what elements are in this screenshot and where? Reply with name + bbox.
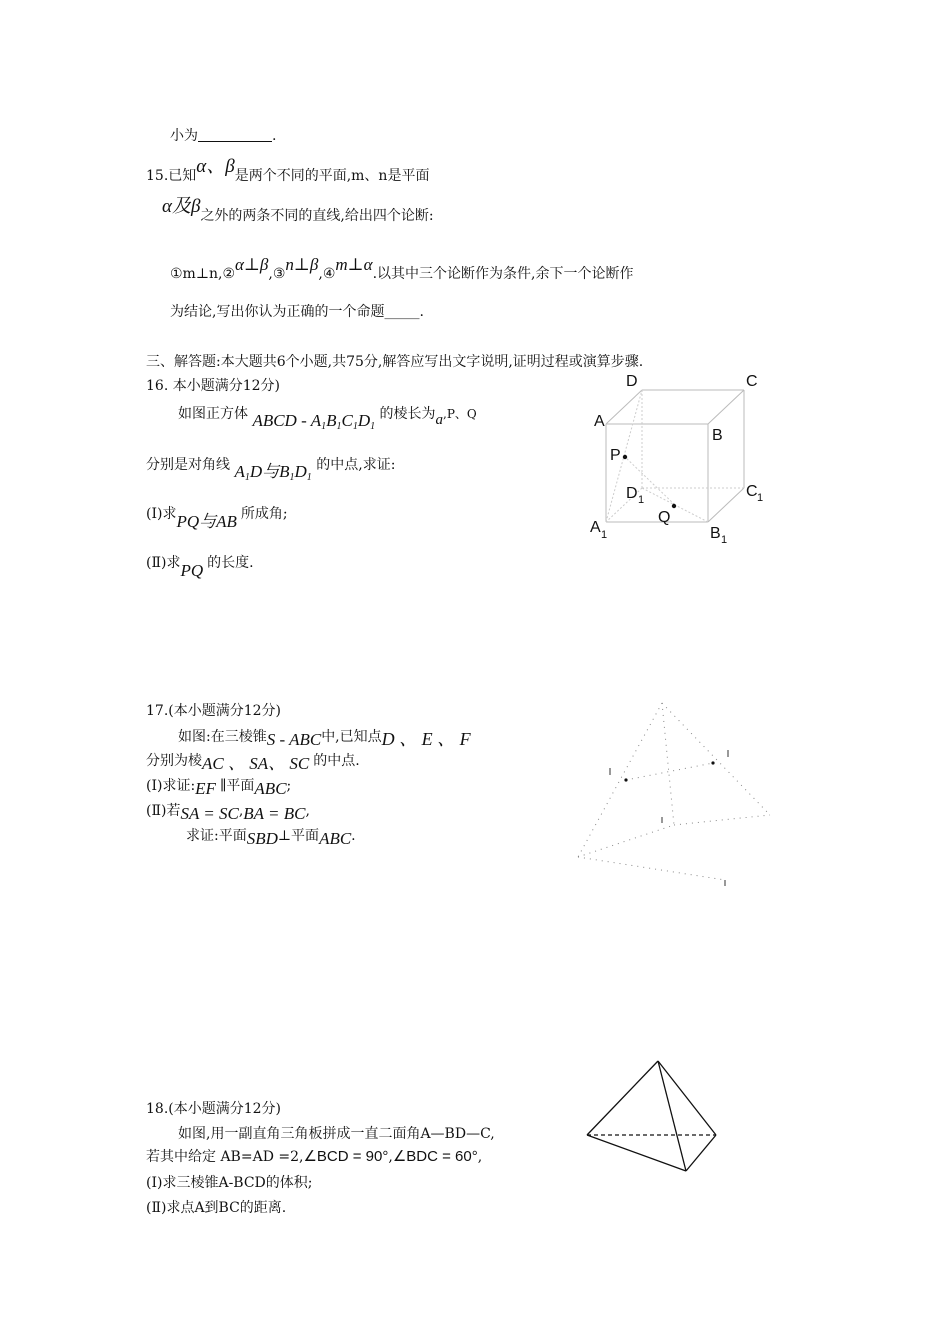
q16-part1: (Ⅰ)求PQ与AB 所成角;	[146, 506, 288, 531]
tetra-edge-ad	[658, 1061, 686, 1171]
pyramid-segment-ef	[626, 763, 713, 780]
label-d1: D	[626, 485, 638, 502]
pyramid-edge-sb	[662, 703, 674, 825]
angle-bdc: ∠BDC = 60°	[392, 1148, 478, 1165]
label-c1: C	[746, 483, 758, 500]
label-c1-sub: 1	[757, 492, 764, 504]
q17-part1: (Ⅰ)求证:EF ∥平面ABC;	[146, 778, 292, 798]
label-q: Q	[658, 509, 671, 526]
q17-line1: 如图:在三棱锥S - ABC中,已知点D 、 E 、 F	[178, 729, 471, 749]
point-q	[672, 504, 676, 508]
q17-header: 17.(本小题满分12分)	[146, 703, 282, 719]
pyramid-name: S - ABC	[266, 730, 322, 749]
q18-line1: 如图,用一副直角三角板拼成一直二面角A—BD—C,	[178, 1126, 495, 1142]
tetra-edge-ac	[658, 1061, 716, 1135]
label-b: B	[712, 427, 723, 444]
edge-length: a	[435, 412, 444, 428]
q15-line1: 15.已知α、β是两个不同的平面,m、n是平面	[146, 156, 430, 184]
q18-line2: 若其中给定 AB=AD =2,∠BCD = 90°,∠BDC = 60°,	[146, 1148, 483, 1165]
label-a: A	[594, 413, 605, 430]
condition-3: n⊥β	[285, 255, 319, 274]
q16-line1: 如图正方体 ABCD - $A_1B_1C_1D_1$ 的棱长为a,P、Q	[178, 406, 477, 432]
planes-alpha-beta: α、β	[196, 156, 235, 177]
tetra-edge-cd	[686, 1135, 716, 1171]
pyramid-edge-sc	[662, 703, 770, 815]
segment-ef: EF	[195, 779, 216, 798]
q16-line2: 分别是对角线 $A_1D$与$B_1D_1$ 的中点,求证:	[146, 457, 396, 483]
q16-part2: (Ⅱ)求PQ 的长度.	[146, 555, 254, 580]
angle-bcd: ∠BCD = 90°	[303, 1148, 389, 1165]
label-c: C	[746, 373, 758, 390]
condition-2: α⊥β	[235, 255, 269, 274]
edge-bc	[708, 390, 744, 424]
label-a1: A	[590, 519, 601, 536]
tetrahedron-figure	[580, 1055, 725, 1180]
alpha-and-beta: α及β	[162, 196, 201, 217]
edge-ad	[606, 390, 642, 424]
pyramid-edge-sa	[578, 703, 662, 857]
point-e	[624, 778, 627, 781]
tetra-edge-bd	[587, 1135, 686, 1171]
point-f	[711, 761, 714, 764]
label-d1-sub: 1	[638, 494, 645, 506]
plane-abc-2: ABC	[319, 829, 352, 848]
diagonals: $A_1D$与$B_1D_1$	[234, 462, 312, 483]
label-b1-sub: 1	[721, 534, 728, 546]
cube-figure	[580, 372, 780, 552]
condition-ba-bc: BA = BC	[243, 804, 306, 823]
q14-tail-text: 小为	[170, 128, 198, 144]
pyramid-edge-bc	[674, 815, 770, 825]
q18-header: 18.(本小题满分12分)	[146, 1101, 282, 1117]
q17-line2: 分别为棱AC 、 SA、 SC 的中点.	[146, 753, 360, 773]
condition-sa-sc: SA = SC	[180, 804, 239, 823]
pq-and-ab: PQ与AB	[176, 512, 237, 531]
label-a1-sub: 1	[601, 529, 608, 541]
plane-abc: ABC	[254, 779, 287, 798]
label-b1: B	[710, 525, 721, 542]
answer-blank	[198, 127, 272, 142]
edge-c1b1	[708, 488, 744, 522]
q18-part2: (Ⅱ)求点A到BC的距离.	[146, 1200, 287, 1216]
q18-part1: (Ⅰ)求三棱锥A-BCD的体积;	[146, 1175, 313, 1191]
plane-sbd: SBD	[246, 829, 278, 848]
pyramid-edge-ac	[578, 857, 725, 880]
cube-name: ABCD - $A_1B_1C_1D_1$	[252, 411, 376, 432]
q15-line4: 为结论,写出你认为正确的一个命题_____.	[170, 304, 424, 320]
section-heading: 三、解答题:本大题共6个小题,共75分,解答应写出文字说明,证明过程或演算步骤.	[146, 354, 644, 370]
tetra-edge-ab	[587, 1061, 658, 1135]
q15-line3: ①m⊥n,②α⊥β,③n⊥β,④m⊥α.以其中三个论断作为条件,余下一个论断作	[170, 255, 634, 282]
label-d: D	[626, 373, 638, 390]
pyramid-figure	[570, 695, 780, 895]
pyramid-edges: AC 、 SA、 SC	[202, 754, 310, 773]
point-p	[623, 455, 627, 459]
q17-part2: (Ⅱ)若SA = SC,BA = BC,	[146, 803, 310, 823]
condition-4: m⊥α	[335, 255, 373, 274]
q17-part3: 求证:平面SBD⊥平面ABC.	[186, 828, 356, 848]
q16-header: 16. 本小题满分12分)	[146, 378, 280, 394]
label-p: P	[610, 447, 621, 464]
pq: PQ	[180, 561, 204, 580]
q15-line2: α及β之外的两条不同的直线,给出四个论断:	[162, 196, 434, 224]
q14-tail: 小为 .	[170, 128, 277, 144]
question-number: 15.已知	[146, 168, 197, 184]
midpoints: D 、 E 、 F	[381, 729, 471, 749]
